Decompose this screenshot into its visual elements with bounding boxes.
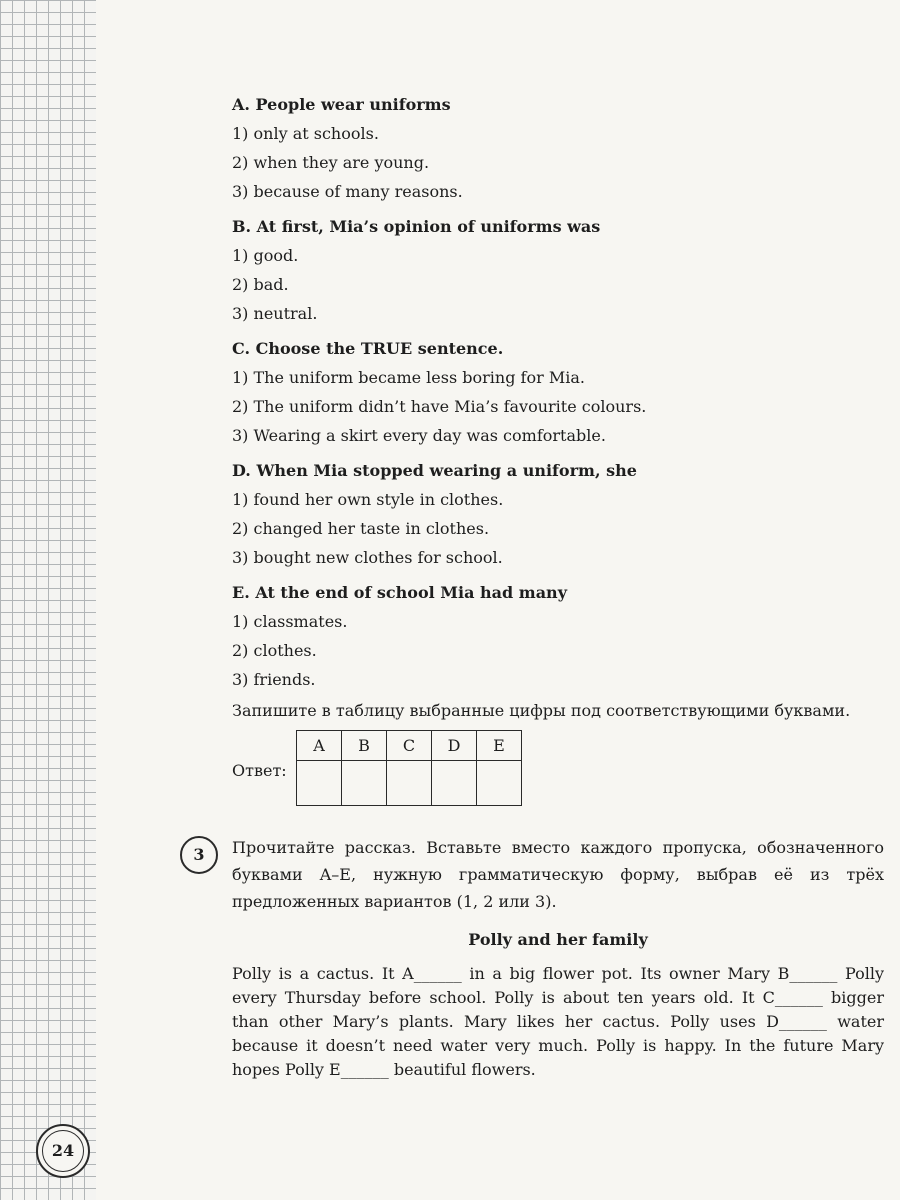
question-title: C. Choose the TRUE sentence. xyxy=(232,339,504,358)
option: 2) when they are young. xyxy=(232,153,430,172)
option: 3) friends. xyxy=(232,670,316,689)
option: 3) neutral. xyxy=(232,304,318,323)
page-content xyxy=(193,90,884,1082)
option: 2) bad. xyxy=(232,275,289,294)
question-title: D. When Mia stopped wearing a uniform, she xyxy=(232,461,637,480)
answer-section xyxy=(232,730,884,826)
question-b xyxy=(232,212,884,328)
question-a xyxy=(232,90,884,206)
option: 1) only at schools. xyxy=(232,124,379,143)
option: 3) bought new clothes for school. xyxy=(232,548,503,567)
option: 1) found her own style in clothes. xyxy=(232,490,504,509)
task-3 xyxy=(193,834,884,1082)
question-d xyxy=(232,456,884,572)
page-number: 24 xyxy=(36,1124,90,1178)
option: 3) because of many reasons. xyxy=(232,182,463,201)
option: 3) Wearing a skirt every day was comfortable. xyxy=(232,426,606,445)
answer-label: Ответ: xyxy=(232,761,287,780)
story-text: Polly is a cactus. It A______ in a big flower pot. Its owner Mary B______ Polly every Thursday before school. Polly is about ten years old. It C______ bigger than other Mary’s plants. Mary likes her cactus. Polly uses D______ water because it doesn’t need water very much. Polly is happy. In the future Mary hopes Polly E______ beautiful flowers. xyxy=(232,964,884,1079)
task-instruction: Прочитайте рассказ. Вставьте вместо каждого пропуска, обозначенного буквами A–E, нужную грамматическую форму, выбрав её из трёх предложенных вариантов (1, 2 или 3). xyxy=(232,838,884,911)
answer-cell-d[interactable] xyxy=(432,761,477,806)
option: 1) The uniform became less boring for Mia. xyxy=(232,368,585,387)
option: 1) good. xyxy=(232,246,299,265)
answer-cell-c[interactable] xyxy=(387,761,432,806)
story-title: Polly and her family xyxy=(468,930,648,949)
question-title: B. At first, Mia’s opinion of uniforms was xyxy=(232,217,601,236)
question-e xyxy=(232,578,884,694)
answer-cell-e[interactable] xyxy=(477,761,522,806)
answer-header-c: C xyxy=(387,731,432,761)
answer-header-d: D xyxy=(432,731,477,761)
question-c xyxy=(232,334,884,450)
answer-cell-b[interactable] xyxy=(342,761,387,806)
answer-header-b: B xyxy=(342,731,387,761)
answer-header-e: E xyxy=(477,731,522,761)
table-instruction: Запишите в таблицу выбранные цифры под соответствующими буквами. xyxy=(232,701,851,720)
answer-table xyxy=(296,730,522,806)
question-title: A. People wear uniforms xyxy=(232,95,451,114)
option: 2) The uniform didn’t have Mia’s favourite colours. xyxy=(232,397,647,416)
grid-margin xyxy=(0,0,96,1200)
option: 1) classmates. xyxy=(232,612,348,631)
option: 2) changed her taste in clothes. xyxy=(232,519,490,538)
question-title: E. At the end of school Mia had many xyxy=(232,583,567,602)
task-number-badge: 3 xyxy=(180,836,218,874)
answer-header-a: A xyxy=(297,731,342,761)
answer-cell-a[interactable] xyxy=(297,761,342,806)
option: 2) clothes. xyxy=(232,641,317,660)
